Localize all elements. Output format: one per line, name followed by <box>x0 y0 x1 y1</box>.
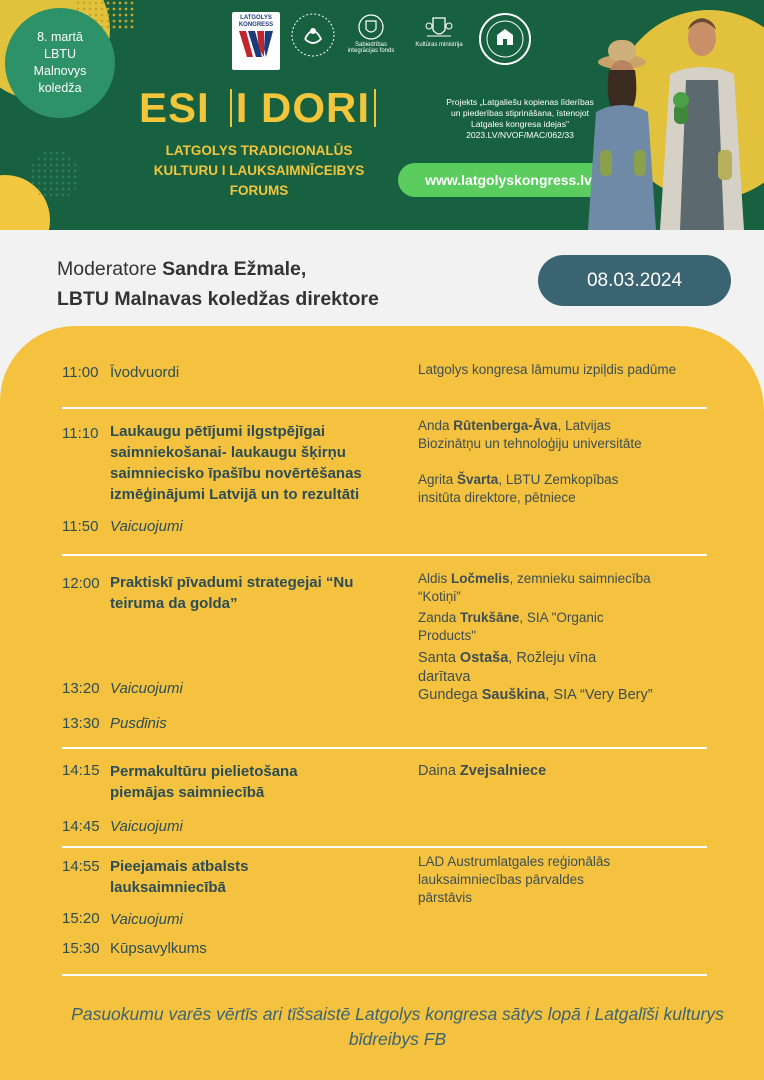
agenda-time: 13:20 <box>62 680 100 697</box>
agenda-title: Īvodvuordi <box>110 364 180 381</box>
agenda-time: 14:55 <box>62 858 100 875</box>
malnavas-koledza-logo <box>476 12 534 70</box>
project-line: Latgales kongresa idejas" <box>470 119 570 129</box>
online-broadcast-note: Pasuokumu varēs vērtīs ari tīšsaistē Latgolys kongresa sātys lopā i Latgalīši kulturys bīdreibys FB <box>71 1004 724 1049</box>
speaker-first: Aldis <box>418 571 452 586</box>
agenda-divider <box>62 554 707 556</box>
agenda-time: 14:15 <box>62 762 100 779</box>
speaker-surname: Zvejsalniece <box>459 763 547 779</box>
speaker-org: , Latvijas Biozinātņu un tehnoloģiju universitāte <box>418 418 642 451</box>
speaker-first: Santa <box>418 650 460 666</box>
agenda-time: 12:00 <box>62 575 100 592</box>
agenda-row <box>62 761 707 841</box>
speaker-entry <box>418 686 658 705</box>
farmers-photo <box>582 0 764 230</box>
agenda-divider <box>62 407 707 409</box>
moderator-name: Sandra Ežmale, <box>162 258 307 280</box>
speaker-first: Anda <box>418 418 454 433</box>
event-date-pill: 08.03.2024 <box>538 255 731 306</box>
speaker-surname: Švarta <box>457 472 499 487</box>
speaker-entry <box>418 609 648 645</box>
agenda-time: 15:20 <box>62 910 100 927</box>
college-emblem-icon <box>478 12 532 66</box>
agenda-title: Praktiskī pīvadumi strategejai “Nu teiruma da golda” <box>110 574 354 612</box>
decor-dots <box>30 150 80 200</box>
agenda-title: Pusdīnis <box>110 715 167 732</box>
headline-esi: ESI <box>139 84 210 131</box>
agenda-title: Vaicuojumi <box>110 680 183 697</box>
agenda-title: Kūpsavylkums <box>110 940 207 957</box>
badge-line: Malnovys <box>33 64 87 78</box>
agenda-row <box>62 856 707 966</box>
logo-caption: Kultūras ministrija <box>415 42 463 48</box>
agenda-title: Permakultūru pielietošana piemājas saimniecībā <box>110 763 298 801</box>
agenda-time: 11:10 <box>62 425 99 442</box>
speaker-org: , LBTU Zemkopības insitūta direktore, pētniece <box>418 472 619 505</box>
latgolys-kongress-logo <box>232 12 280 70</box>
project-line: un piederības stiprināšana, īstenojot <box>450 108 590 118</box>
website-link-button[interactable]: www.latgolyskongress.lv <box>398 163 619 197</box>
badge-line: LBTU <box>44 47 76 61</box>
moderator-line <box>57 254 379 284</box>
project-line: 2023.LV/NVOF/MAC/062/33 <box>466 130 574 140</box>
moderator-prefix: Moderatore <box>57 258 163 280</box>
logo-text: KONGRESS <box>238 22 274 28</box>
agenda-title: Laukaugu pētījumi ilgstpējīgai saimniekošanai- laukaugu šķirņu saimniecisko īpašību novērtēšanas izmēģinājumi Latvijā un to rezultāti <box>110 423 362 503</box>
speaker-first: Agrita <box>418 472 458 487</box>
agenda-title: Pieejamais atbalsts lauksaimniecībā <box>110 858 249 896</box>
moderator-position-text: LBTU Malnavas koledžas direktore <box>57 288 379 310</box>
agenda-time: 15:30 <box>62 940 100 957</box>
moderator-position <box>57 284 379 314</box>
speaker-surname: Rūtenberga-Āva <box>453 418 558 433</box>
logo-caption: Sabiedrības integrācijas fonds <box>347 42 395 54</box>
headline-dori: I DORI <box>230 89 376 127</box>
agenda-title: Vaicuojumi <box>110 518 183 535</box>
kulturas-ministrija-logo <box>408 12 470 70</box>
speaker-entry <box>418 649 648 687</box>
project-line: Projekts „Latgaliešu kopienas līderības <box>446 97 594 107</box>
speaker-first: Gundega <box>418 687 482 703</box>
speaker-first: Daina <box>418 763 460 779</box>
agenda-row <box>62 570 707 740</box>
agenda-divider <box>62 846 707 848</box>
coat-of-arms-icon <box>423 12 455 42</box>
date-location-badge <box>5 8 115 118</box>
agenda-divider <box>62 747 707 749</box>
speaker-entry <box>418 471 648 507</box>
agenda-time: 13:30 <box>62 715 100 732</box>
speaker-org: , SIA “Very Bery” <box>545 687 653 703</box>
speaker-entry: Latgolys kongresa lāmumu izpiļdis padūme <box>418 362 677 377</box>
speaker-entry <box>418 762 648 780</box>
biedriba-logo <box>288 12 338 70</box>
event-headline <box>139 84 376 132</box>
speaker-surname: Trukšāne <box>460 610 520 625</box>
integracijas-fonds-logo <box>342 12 400 70</box>
speaker-surname: Sauškina <box>481 687 546 703</box>
logo-text: LATGOLYS <box>240 15 272 21</box>
agenda-time: 11:50 <box>62 518 99 535</box>
agenda-divider <box>62 974 707 976</box>
speaker-surname: Ostaša <box>459 650 509 666</box>
moderator-block <box>57 254 379 314</box>
speaker-surname: Ločmelis <box>451 571 510 586</box>
agenda-title: Vaicuojumi <box>110 818 183 835</box>
swirl-emblem-icon <box>290 12 336 58</box>
badge-line: koledža <box>38 81 82 95</box>
logo-mark-icon <box>237 29 275 59</box>
speaker-org: , zemnieku saimniecība “Kotiņi” <box>418 571 651 604</box>
coat-of-arms-icon <box>356 12 386 42</box>
speaker-entry <box>418 570 668 606</box>
event-subtitle: LATGOLYS TRADICIONALŪS KULTURU I LAUKSAIMNĪCEIBYS FORUMS <box>153 143 365 198</box>
agenda-time: 14:45 <box>62 818 100 835</box>
agenda-row <box>62 362 707 406</box>
speaker-entry <box>418 417 648 453</box>
speaker-org: , Rožleju vīna darītava <box>418 650 597 685</box>
agenda-row <box>62 420 707 545</box>
agenda-time: 11:00 <box>62 364 99 381</box>
badge-line: 8. martā <box>37 30 83 44</box>
speaker-first: Zanda <box>418 610 461 625</box>
speaker-entry: LAD Austrumlatgales reģionālās lauksaimniecības pārvaldes pārstāvis <box>418 854 611 905</box>
event-banner <box>0 0 764 230</box>
speaker-org: , SIA "Organic Products" <box>418 610 604 643</box>
agenda-title: Vaicuojumi <box>110 911 183 928</box>
